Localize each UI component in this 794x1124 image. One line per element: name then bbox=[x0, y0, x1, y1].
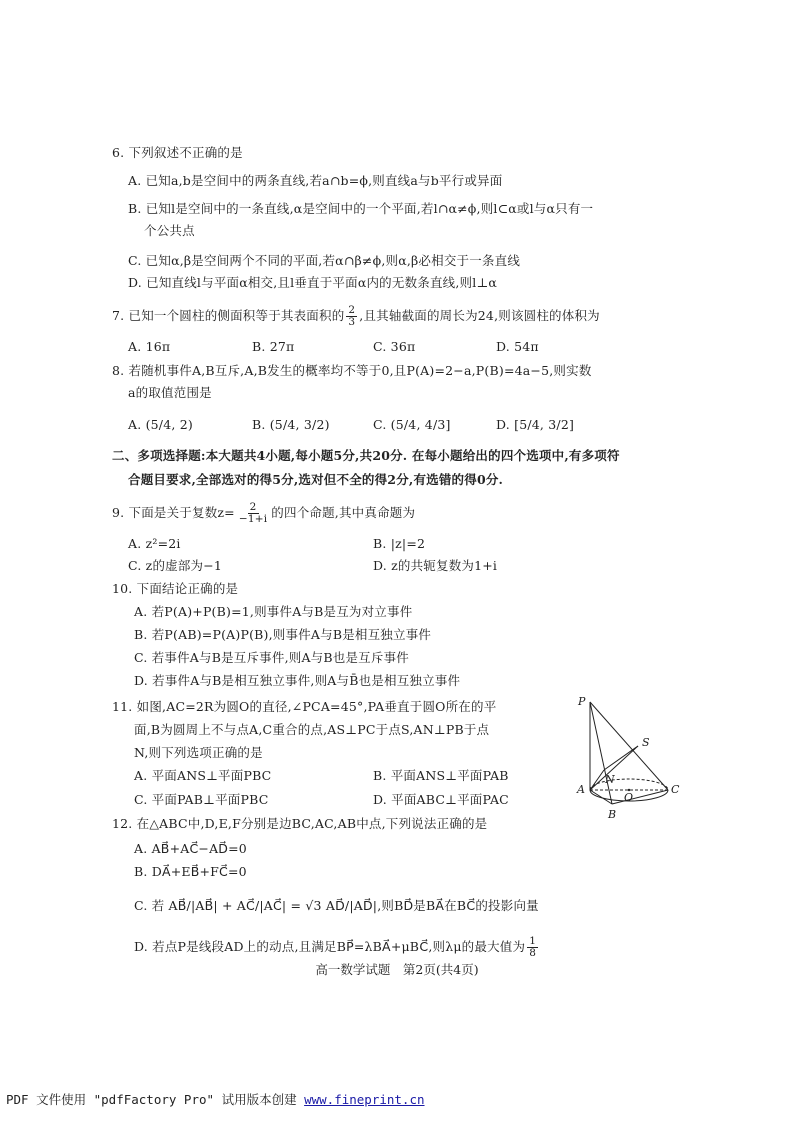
circle-back-arc bbox=[590, 779, 668, 790]
q10-option-a: A. 若P(A)+P(B)=1,则事件A与B是互为对立事件 bbox=[134, 604, 413, 619]
fineprint-link[interactable]: www.fineprint.cn bbox=[304, 1092, 425, 1107]
q11-option-a: A. 平面ANS⊥平面PBC bbox=[134, 768, 272, 783]
q11-option-d: D. 平面ABC⊥平面PAC bbox=[373, 792, 509, 807]
q12-stem: 12. 在△ABC中,D,E,F分别是边BC,AC,AB中点,下列说法正确的是 bbox=[112, 816, 488, 831]
edge-PB bbox=[590, 702, 612, 804]
label-O: O bbox=[624, 791, 634, 804]
q12-d-frac-num: 1 bbox=[529, 935, 537, 947]
pdf-footer-text: PDF 文件使用 "pdfFactory Pro" 试用版本创建 bbox=[6, 1092, 305, 1107]
q6-option-d: D. 已知直线l与平面α相交,且l垂直于平面α内的无数条直线,则l⊥α bbox=[128, 275, 498, 290]
q8-option-b: B. (5/4, 3/2) bbox=[252, 417, 330, 432]
q11-option-b: B. 平面ANS⊥平面PAB bbox=[373, 768, 509, 783]
q9-stem bbox=[112, 502, 415, 525]
edge-PC bbox=[590, 702, 668, 790]
q9-frac-num: 2 bbox=[249, 501, 257, 513]
q9-fraction bbox=[237, 502, 269, 525]
label-N: N bbox=[605, 773, 615, 786]
q7-option-c: C. 36π bbox=[373, 339, 416, 354]
q11-stem-cont2: N,则下列选项正确的是 bbox=[134, 745, 263, 760]
q9-stem-post: 的四个命题,其中真命题为 bbox=[271, 505, 416, 520]
q12-option-d bbox=[134, 936, 540, 959]
q10-option-b: B. 若P(AB)=P(A)P(B),则事件A与B是相互独立事件 bbox=[134, 627, 432, 642]
q9-option-d: D. z的共轭复数为1+i bbox=[373, 558, 498, 573]
q7-stem-post: ,且其轴截面的周长为24,则该圆柱的体积为 bbox=[359, 308, 600, 323]
q6-option-b: B. 已知l是空间中的一条直线,α是空间中的一个平面,若l∩α≠ϕ,则l⊂α或l与α只有一 bbox=[128, 201, 594, 216]
q6-option-c: C. 已知α,β是空间两个不同的平面,若α∩β≠ϕ,则α,β必相交于一条直线 bbox=[128, 253, 521, 268]
q6-option-b-cont: 个公共点 bbox=[144, 223, 195, 238]
q10-option-d: D. 若事件A与B是相互独立事件,则A与B̄也是相互独立事件 bbox=[134, 673, 461, 688]
q10-stem: 10. 下面结论正确的是 bbox=[112, 581, 239, 596]
q8-option-c: C. (5/4, 4/3] bbox=[373, 417, 451, 432]
q12-option-b: B. DA⃗+EB⃗+FC⃗=0 bbox=[134, 864, 247, 879]
q12-d-fraction bbox=[527, 936, 538, 959]
q7-stem bbox=[112, 305, 600, 328]
section2-heading-cont: 合题目要求,全部选对的得5分,选对但不全的得2分,有选错的得0分. bbox=[128, 472, 504, 487]
label-A: A bbox=[577, 783, 585, 796]
q8-option-d: D. [5/4, 3/2] bbox=[496, 417, 575, 432]
q8-stem: 8. 若随机事件A,B互斥,A,B发生的概率均不等于0,且P(A)=2−a,P(B)=4a−5,则实数 bbox=[112, 363, 592, 378]
q7-option-d: D. 54π bbox=[496, 339, 539, 354]
q12-option-a: A. AB⃗+AC⃗−AD⃗=0 bbox=[134, 841, 247, 856]
q7-stem-pre: 7. 已知一个圆柱的侧面积等于其表面积的 bbox=[112, 308, 345, 323]
q7-fraction bbox=[346, 305, 357, 328]
q6-stem: 6. 下列叙述不正确的是 bbox=[112, 145, 243, 160]
q9-option-a: A. z²=2i bbox=[128, 536, 181, 551]
label-B: B bbox=[608, 808, 617, 821]
q8-stem-cont: a的取值范围是 bbox=[128, 385, 212, 400]
q9-frac-den: −1+i bbox=[238, 513, 268, 525]
q6-option-a: A. 已知a,b是空间中的两条直线,若a∩b=ϕ,则直线a与b平行或异面 bbox=[128, 173, 503, 188]
q9-option-b: B. |z|=2 bbox=[373, 536, 426, 551]
edge-NS bbox=[604, 746, 638, 770]
q7-option-a: A. 16π bbox=[128, 339, 171, 354]
q12-option-d-text: D. 若点P是线段AD上的动点,且满足BP⃗=λBA⃗+μBC⃗,则λμ的最大值为 bbox=[134, 939, 526, 954]
q7-option-b: B. 27π bbox=[252, 339, 295, 354]
label-C: C bbox=[671, 783, 680, 796]
q11-stem-cont1: 面,B为圆周上不与点A,C重合的点,AS⊥PC于点S,AN⊥PB于点 bbox=[134, 722, 490, 737]
section2-heading: 二、多项选择题:本大题共4小题,每小题5分,共20分. 在每小题给出的四个选项中,有多项符 bbox=[112, 448, 620, 463]
label-S: S bbox=[642, 736, 650, 749]
q7-frac-num: 2 bbox=[348, 304, 356, 316]
q9-stem-pre: 9. 下面是关于复数z= bbox=[112, 505, 235, 520]
q7-frac-den: 3 bbox=[348, 316, 356, 328]
q11-stem: 11. 如图,AC=2R为圆O的直径,∠PCA=45°,PA垂直于圆O所在的平 bbox=[112, 699, 497, 714]
q9-option-c: C. z的虚部为−1 bbox=[128, 558, 223, 573]
q12-d-frac-den: 8 bbox=[529, 947, 537, 959]
q11-geometry-figure bbox=[574, 694, 686, 822]
pdf-generator-footer bbox=[6, 1092, 425, 1108]
edge-AN bbox=[590, 770, 604, 790]
label-P: P bbox=[578, 695, 586, 708]
page-footer: 高一数学试题 第2页(共4页) bbox=[315, 962, 479, 977]
q12-option-c: C. 若 AB⃗/|AB⃗| + AC⃗/|AC⃗| = √3 AD⃗/|AD⃗|,则BD⃗是BA⃗在BC⃗的投影向量 bbox=[134, 898, 539, 913]
edge-AB bbox=[590, 790, 612, 804]
q11-option-c: C. 平面PAB⊥平面PBC bbox=[134, 792, 269, 807]
q8-option-a: A. (5/4, 2) bbox=[128, 417, 193, 432]
q10-option-c: C. 若事件A与B是互斥事件,则A与B也是互斥事件 bbox=[134, 650, 409, 665]
